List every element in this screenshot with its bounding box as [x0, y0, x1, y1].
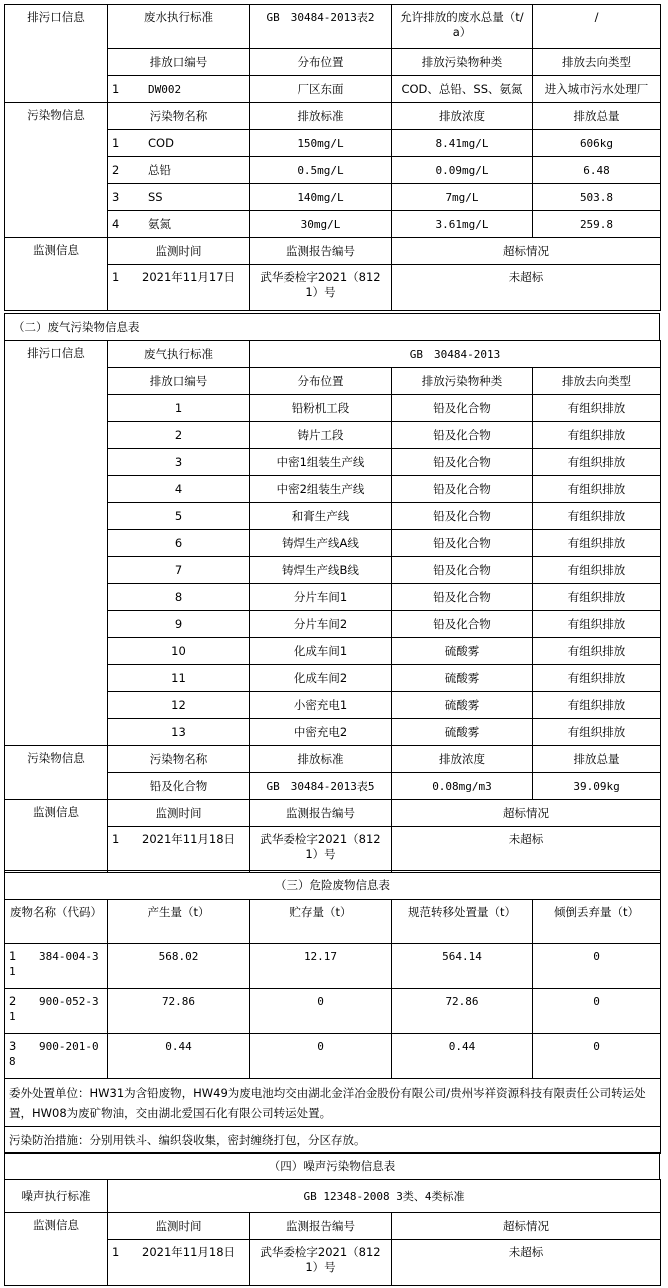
pollutant-std: 0.5mg/L [250, 157, 392, 184]
pollutant-name-cell [108, 157, 250, 184]
ww-std-value: GB 30484-2013表2 [250, 5, 392, 49]
hazard-produced: 0.44 [108, 1034, 250, 1079]
outlet-pollutant: 铅及化合物 [392, 530, 533, 557]
outlet-pollutant: 铅及化合物 [392, 395, 533, 422]
row-index: 4 [112, 216, 120, 231]
outlet-pollutant: 铅及化合物 [392, 584, 533, 611]
outlet-dest: 有组织排放 [533, 557, 661, 584]
waste-code: 384-004-31 [9, 950, 99, 978]
gas-monitor-header: 监测报告编号 [250, 800, 392, 827]
gas-std-label: 废气执行标准 [108, 341, 250, 368]
pollutant-total: 259.8 [533, 211, 661, 238]
hazard-transferred: 564.14 [392, 944, 533, 989]
outlet-location: 铸焊生产线A线 [250, 530, 392, 557]
ww-pollutant-label: 污染物信息 [5, 103, 108, 238]
table-row [5, 989, 661, 1034]
pollutant-name: SS [148, 189, 163, 204]
outlet-index: 12 [108, 692, 250, 719]
hazard-dumped: 0 [533, 989, 661, 1034]
ww-outlet-label: 排污口信息 [5, 5, 108, 103]
ww-pollutant-header: 排放标准 [250, 103, 392, 130]
ww-monitor-status: 未超标 [392, 265, 661, 311]
section-title: （四）噪声污染物信息表 [5, 1153, 660, 1180]
outlet-dest: 有组织排放 [533, 476, 661, 503]
gas-pollutant-label: 污染物信息 [5, 746, 108, 800]
noise-std-label: 噪声执行标准 [5, 1180, 108, 1213]
row-index: 1 [112, 81, 120, 96]
outlet-location: 和膏生产线 [250, 503, 392, 530]
outlet-dest: 有组织排放 [533, 638, 661, 665]
gas-monitor-status: 未超标 [392, 827, 661, 873]
row-index: 2 [112, 162, 120, 177]
pollutant-std: 30mg/L [250, 211, 392, 238]
outlet-code: DW002 [148, 82, 182, 96]
hazard-transferred: 0.44 [392, 1034, 533, 1079]
gas-table [4, 340, 661, 873]
gas-pollutant-header: 排放浓度 [392, 746, 533, 773]
noise-monitor-report: 武华委检字2021（8121）号 [250, 1240, 392, 1286]
ww-pollutant-header: 排放浓度 [392, 103, 533, 130]
outlet-location: 化成车间1 [250, 638, 392, 665]
outlet-dest: 有组织排放 [533, 584, 661, 611]
pollutant-std: 150mg/L [250, 130, 392, 157]
row-index: 1 [112, 832, 120, 846]
outlet-index: 8 [108, 584, 250, 611]
gas-monitor-date-cell [108, 827, 250, 873]
hazard-transferred: 72.86 [392, 989, 533, 1034]
outlet-pollutant: 铅及化合物 [392, 422, 533, 449]
outlet-pollutant: 铅及化合物 [392, 611, 533, 638]
outlet-location: 中密充电2 [250, 719, 392, 746]
row-index: 2 [9, 994, 17, 1008]
gas-pollutant-std: GB 30484-2013表5 [250, 773, 392, 800]
ww-outlet-code-cell [108, 76, 250, 103]
pollutant-conc: 8.41mg/L [392, 130, 533, 157]
section-title: （二）废气污染物信息表 [5, 314, 660, 341]
outlet-pollutant: 铅及化合物 [392, 449, 533, 476]
outlet-dest: 有组织排放 [533, 692, 661, 719]
prevention-note: 污染防治措施：分别用铁斗、编织袋收集，密封缠绕打包，分区存放。 [5, 1127, 661, 1154]
row-index: 3 [112, 189, 120, 204]
hazard-dumped: 0 [533, 944, 661, 989]
waste-code: 900-201-08 [9, 1040, 99, 1068]
gas-section-title-table [4, 313, 660, 341]
outlet-index: 13 [108, 719, 250, 746]
monitor-date: 2021年11月18日 [142, 832, 236, 846]
gas-pollutant-name: 铅及化合物 [108, 773, 250, 800]
hazard-dumped: 0 [533, 1034, 661, 1079]
outlet-index: 10 [108, 638, 250, 665]
outlet-dest: 有组织排放 [533, 449, 661, 476]
outlet-location: 铸片工段 [250, 422, 392, 449]
ww-monitor-report: 武华委检字2021（8121）号 [250, 265, 392, 311]
hazard-produced: 72.86 [108, 989, 250, 1034]
noise-section-title-table [4, 1152, 660, 1180]
outlet-location: 中密1组装生产线 [250, 449, 392, 476]
outlet-dest: 有组织排放 [533, 665, 661, 692]
gas-header: 分布位置 [250, 368, 392, 395]
outlet-index: 4 [108, 476, 250, 503]
noise-monitor-date-cell [108, 1240, 250, 1286]
outlet-index: 11 [108, 665, 250, 692]
outlet-location: 铸焊生产线B线 [250, 557, 392, 584]
hazard-stored: 0 [250, 1034, 392, 1079]
gas-header: 排放污染物种类 [392, 368, 533, 395]
outlet-location: 化成车间2 [250, 665, 392, 692]
table-row [5, 1034, 661, 1079]
pollutant-total: 6.48 [533, 157, 661, 184]
outlet-location: 铅粉机工段 [250, 395, 392, 422]
gas-outlet-label: 排污口信息 [5, 341, 108, 746]
ww-monitor-header: 监测报告编号 [250, 238, 392, 265]
noise-table [4, 1179, 661, 1286]
ww-header: 分布位置 [250, 49, 392, 76]
row-index: 1 [112, 135, 120, 150]
monitor-date: 2021年11月17日 [142, 270, 236, 284]
ww-monitor-header: 超标情况 [392, 238, 661, 265]
hazard-code-cell [5, 1034, 108, 1079]
ww-monitor-date-cell [108, 265, 250, 311]
outlet-location: 分片车间2 [250, 611, 392, 638]
hazard-code-cell [5, 944, 108, 989]
ww-outlet-pollutants: COD、总铅、SS、氨氮 [392, 76, 533, 103]
outlet-pollutant: 硫酸雾 [392, 719, 533, 746]
noise-monitor-status: 未超标 [392, 1240, 661, 1286]
outlet-location: 小密充电1 [250, 692, 392, 719]
outlet-pollutant: 硫酸雾 [392, 665, 533, 692]
hazard-produced: 568.02 [108, 944, 250, 989]
outlet-index: 6 [108, 530, 250, 557]
pollutant-total: 503.8 [533, 184, 661, 211]
ww-monitor-header: 监测时间 [108, 238, 250, 265]
ww-std-label: 废水执行标准 [108, 5, 250, 49]
gas-header: 排放口编号 [108, 368, 250, 395]
pollutant-name: 氨氮 [148, 216, 171, 231]
gas-pollutant-total: 39.09kg [533, 773, 661, 800]
outlet-pollutant: 硫酸雾 [392, 638, 533, 665]
outlet-index: 2 [108, 422, 250, 449]
noise-monitor-header: 监测时间 [108, 1213, 250, 1240]
noise-std-value: GB 12348-2008 3类、4类标准 [108, 1180, 661, 1213]
ww-header: 排放去向类型 [533, 49, 661, 76]
gas-monitor-header: 监测时间 [108, 800, 250, 827]
outlet-location: 分片车间1 [250, 584, 392, 611]
hazard-stored: 0 [250, 989, 392, 1034]
hazard-header: 贮存量（t） [250, 900, 392, 944]
outlet-dest: 有组织排放 [533, 530, 661, 557]
wastewater-table [4, 4, 661, 311]
pollutant-name: COD [148, 135, 174, 150]
gas-header: 排放去向类型 [533, 368, 661, 395]
pollutant-name-cell [108, 130, 250, 157]
ww-header: 排放口编号 [108, 49, 250, 76]
gas-pollutant-header: 排放标准 [250, 746, 392, 773]
gas-monitor-report: 武华委检字2021（8121）号 [250, 827, 392, 873]
hazard-code-cell [5, 989, 108, 1034]
outlet-dest: 有组织排放 [533, 611, 661, 638]
hazard-header: 规范转移处置量（t） [392, 900, 533, 944]
pollutant-total: 606kg [533, 130, 661, 157]
outlet-index: 7 [108, 557, 250, 584]
pollutant-conc: 0.09mg/L [392, 157, 533, 184]
gas-monitor-label: 监测信息 [5, 800, 108, 873]
ww-header: 排放污染物种类 [392, 49, 533, 76]
pollutant-conc: 7mg/L [392, 184, 533, 211]
ww-pollutant-header: 污染物名称 [108, 103, 250, 130]
outlet-location: 中密2组装生产线 [250, 476, 392, 503]
ww-monitor-label: 监测信息 [5, 238, 108, 311]
outlet-index: 9 [108, 611, 250, 638]
gas-pollutant-conc: 0.08mg/m3 [392, 773, 533, 800]
outlet-pollutant: 铅及化合物 [392, 557, 533, 584]
ww-outlet-location: 厂区东面 [250, 76, 392, 103]
row-index: 1 [9, 949, 17, 963]
row-index: 3 [9, 1039, 17, 1053]
hazard-header: 倾倒丢弃量（t） [533, 900, 661, 944]
pollutant-conc: 3.61mg/L [392, 211, 533, 238]
outlet-dest: 有组织排放 [533, 503, 661, 530]
gas-std-value: GB 30484-2013 [250, 341, 661, 368]
outlet-pollutant: 铅及化合物 [392, 476, 533, 503]
pollutant-name-cell [108, 184, 250, 211]
outlet-index: 3 [108, 449, 250, 476]
disposal-note: 委外处置单位：HW31为含铅废物，HW49为废电池均交由湖北金洋冶金股份有限公司/贵州岑祥资源科技有限责任公司转运处置，HW08为废矿物油，交由湖北爱国石化有限公司转运处置。 [5, 1079, 661, 1127]
noise-monitor-header: 超标情况 [392, 1213, 661, 1240]
outlet-dest: 有组织排放 [533, 719, 661, 746]
ww-allowed-value: / [533, 5, 661, 49]
gas-monitor-header: 超标情况 [392, 800, 661, 827]
table-row [5, 944, 661, 989]
pollutant-std: 140mg/L [250, 184, 392, 211]
section-title: （三）危险废物信息表 [5, 871, 661, 900]
hazard-table [4, 870, 661, 1154]
monitor-date: 2021年11月18日 [142, 1245, 236, 1259]
outlet-index: 1 [108, 395, 250, 422]
outlet-dest: 有组织排放 [533, 395, 661, 422]
pollutant-name: 总铅 [148, 162, 171, 177]
outlet-dest: 有组织排放 [533, 422, 661, 449]
ww-pollutant-header: 排放总量 [533, 103, 661, 130]
hazard-stored: 12.17 [250, 944, 392, 989]
ww-outlet-dest: 进入城市污水处理厂 [533, 76, 661, 103]
ww-allowed-label: 允许排放的废水总量（t/a） [392, 5, 533, 49]
row-index: 1 [112, 1245, 120, 1259]
hazard-header: 废物名称（代码） [5, 900, 108, 944]
pollutant-name-cell [108, 211, 250, 238]
outlet-pollutant: 铅及化合物 [392, 503, 533, 530]
row-index: 1 [112, 270, 120, 284]
gas-pollutant-header: 排放总量 [533, 746, 661, 773]
noise-monitor-label: 监测信息 [5, 1213, 108, 1286]
outlet-index: 5 [108, 503, 250, 530]
waste-code: 900-052-31 [9, 995, 99, 1023]
outlet-pollutant: 硫酸雾 [392, 692, 533, 719]
gas-pollutant-header: 污染物名称 [108, 746, 250, 773]
hazard-header: 产生量（t） [108, 900, 250, 944]
noise-monitor-header: 监测报告编号 [250, 1213, 392, 1240]
